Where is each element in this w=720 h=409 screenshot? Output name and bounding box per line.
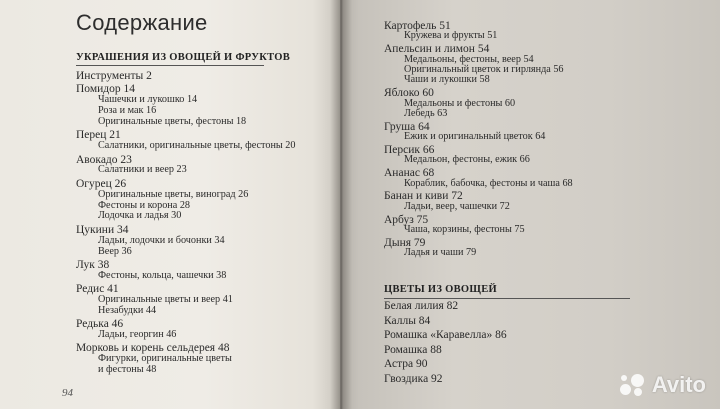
toc-entry: Авокадо 23 xyxy=(76,153,132,166)
toc-entry: Огурец 26 xyxy=(76,177,127,190)
toc-entry: Яблоко 60 xyxy=(384,87,434,100)
toc-subentry: Кружева и фрукты 51 xyxy=(404,30,498,42)
right-page xyxy=(340,0,720,409)
toc-entry: Цукини 34 xyxy=(76,223,129,236)
toc-subentry: Медальоны и фестоны 60 xyxy=(404,97,516,109)
toc-subentry: Фестоны и корона 28 xyxy=(98,199,191,211)
toc-entry: Ананас 68 xyxy=(384,167,435,180)
toc-entry: Перец 21 xyxy=(76,129,121,142)
toc-subentry: Салатники, оригинальные цветы, фестоны 20 xyxy=(98,140,296,152)
toc-subentry: Оригинальные цветы, фестоны 18 xyxy=(98,116,247,127)
toc-subentry: Чаши и лукошки 58 xyxy=(404,74,490,86)
toc-subentry: Оригинальные цветы и веер 41 xyxy=(98,293,233,305)
toc-entry: Груша 64 xyxy=(384,120,430,133)
toc-entry: Астра 90 xyxy=(384,358,428,371)
toc-subentry: Ладьи, георгин 46 xyxy=(98,329,177,340)
toc-entry: Каллы 84 xyxy=(384,314,431,327)
toc-subentry: Ладьи, веер, чашечки 72 xyxy=(404,200,510,212)
section-rule xyxy=(76,65,264,66)
book-spine xyxy=(330,0,352,409)
toc-subentry: Оригинальные цветы, виноград 26 xyxy=(98,188,249,200)
toc-entry: Морковь и корень сельдерея 48 xyxy=(76,342,230,355)
toc-entry: Лук 38 xyxy=(76,258,110,271)
toc-subentry: Оригинальный цветок и гирлянда 56 xyxy=(404,64,564,75)
toc-entry: Помидор 14 xyxy=(76,83,135,96)
toc-entry: Арбуз 75 xyxy=(384,213,429,226)
toc-subentry: Кораблик, бабочка, фестоны и чаша 68 xyxy=(404,177,573,189)
toc-subentry: Роза и мак 16 xyxy=(98,105,157,117)
toc-subentry: Ежик и оригинальный цветок 64 xyxy=(404,131,546,143)
toc-subentry: Фигурки, оригинальные цветы xyxy=(98,353,232,365)
toc-subentry: Ладьи, лодочки и бочонки 34 xyxy=(98,234,225,246)
toc-entry: Апельсин и лимон 54 xyxy=(384,43,490,56)
avito-watermark xyxy=(618,371,706,399)
toc-entry: Инструменты 2 xyxy=(76,70,152,82)
toc-entry: Ромашка 88 xyxy=(384,343,442,356)
toc-entry: Редис 41 xyxy=(76,283,119,295)
toc-subentry: и фестоны 48 xyxy=(98,364,157,376)
toc-subentry: Фестоны, кольца, чашечки 38 xyxy=(98,269,227,281)
toc-subentry: Веер 36 xyxy=(98,245,132,257)
toc-entry: Гвоздика 92 xyxy=(384,373,443,385)
section-heading-flowers: ЦВЕТЫ ИЗ ОВОЩЕЙ xyxy=(384,284,497,295)
page-number: 94 xyxy=(62,387,73,399)
toc-title: Содержание xyxy=(76,10,208,35)
section-heading-fruits: УКРАШЕНИЯ ИЗ ОВОЩЕЙ И ФРУКТОВ xyxy=(76,52,291,63)
toc-entry: Ромашка «Каравелла» 86 xyxy=(384,329,507,342)
left-page xyxy=(0,0,340,409)
toc-subentry: Салатники и веер 23 xyxy=(98,164,187,176)
avito-logo-icon xyxy=(618,371,648,399)
toc-subentry: Чаша, корзины, фестоны 75 xyxy=(404,224,525,235)
section-rule xyxy=(384,298,630,299)
toc-subentry: Лодочка и ладья 30 xyxy=(98,210,182,222)
toc-entry: Белая лилия 82 xyxy=(384,300,459,312)
toc-subentry: Чашечки и лукошко 14 xyxy=(98,94,198,106)
toc-entry: Дыня 79 xyxy=(384,236,426,249)
watermark-text: Avito xyxy=(651,372,706,397)
toc-entry: Персик 66 xyxy=(384,144,435,156)
toc-subentry: Медальон, фестоны, ежик 66 xyxy=(404,154,530,166)
toc-entry: Картофель 51 xyxy=(384,20,451,32)
toc-subentry: Незабудки 44 xyxy=(98,304,157,316)
toc-entry: Редька 46 xyxy=(76,318,124,331)
toc-subentry: Ладья и чаши 79 xyxy=(404,247,477,259)
toc-subentry: Медальоны, фестоны, веер 54 xyxy=(404,53,534,65)
toc-subentry: Лебедь 63 xyxy=(404,108,448,119)
toc-entry: Банан и киви 72 xyxy=(384,190,463,203)
